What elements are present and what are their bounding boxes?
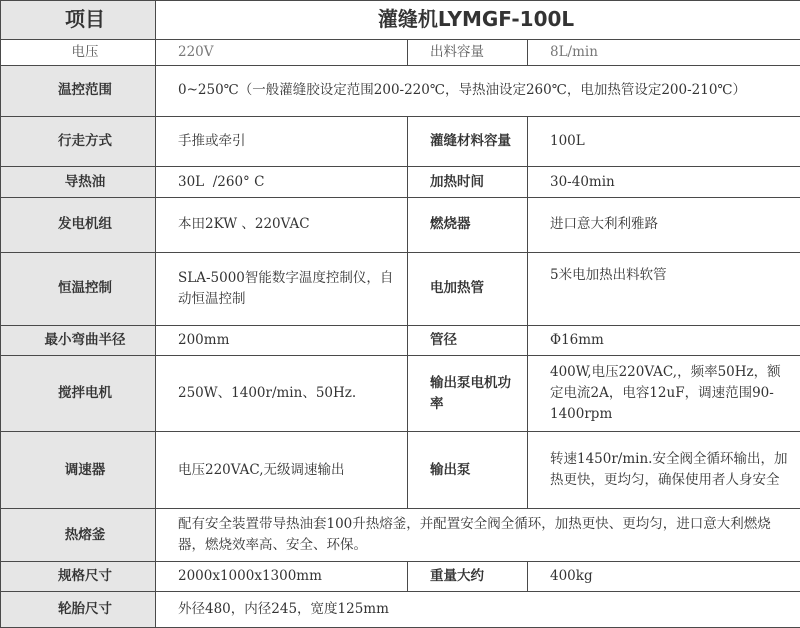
- row-value-secondary: 5米电加热出料软管: [528, 252, 800, 325]
- row-value: 30L /260° C: [156, 167, 408, 197]
- row-label-secondary: 输出泵电机功率: [408, 356, 528, 432]
- row-label: 热熔釜: [1, 509, 156, 562]
- row-label: 轮胎尺寸: [1, 592, 156, 628]
- row-label-secondary: 重量大约: [408, 561, 528, 591]
- table-row: [1, 116, 800, 167]
- row-value-secondary: 30-40min: [528, 167, 800, 197]
- row-value-secondary: 400kg: [528, 561, 800, 591]
- table-header-row: [1, 1, 800, 40]
- table-row: [1, 561, 800, 591]
- row-label-secondary: 出料容量: [408, 39, 528, 65]
- row-value: 220V: [156, 39, 408, 65]
- table-row: [1, 252, 800, 325]
- row-label-secondary: 电加热管: [408, 252, 528, 325]
- row-label: 搅拌电机: [1, 356, 156, 432]
- product-title: 灌缝机LYMGF-100L: [156, 1, 800, 40]
- row-label: 发电机组: [1, 197, 156, 252]
- row-label-secondary: 燃烧器: [408, 197, 528, 252]
- row-value-secondary: 转速1450r/min.安全阀全循环输出，加热更快，更均匀，确保使用者人身安全: [528, 432, 800, 509]
- row-value-secondary: 8L/min: [528, 39, 800, 65]
- header-item-label: 项目: [1, 1, 156, 40]
- row-label: 温控范围: [1, 65, 156, 116]
- row-label: 最小弯曲半径: [1, 325, 156, 355]
- table-row: [1, 356, 800, 432]
- row-value: 200mm: [156, 325, 408, 355]
- row-value: 本田2KW 、220VAC: [156, 197, 408, 252]
- row-value: SLA-5000智能数字温度控制仪，自动恒温控制: [156, 252, 408, 325]
- row-label: 电压: [1, 39, 156, 65]
- row-value-secondary: Φ16mm: [528, 325, 800, 355]
- row-value-secondary: 进口意大利利雅路: [528, 197, 800, 252]
- row-value: 电压220VAC,无级调速输出: [156, 432, 408, 509]
- row-label-secondary: 输出泵: [408, 432, 528, 509]
- row-label: 调速器: [1, 432, 156, 509]
- row-value-secondary: 100L: [528, 116, 800, 167]
- table-row: [1, 197, 800, 252]
- row-label-secondary: 加热时间: [408, 167, 528, 197]
- row-value: 2000x1000x1300mm: [156, 561, 408, 591]
- row-value-secondary: 400W,电压220VAC,，频率50Hz，额定电流2A，电容12uF，调速范围90-1400rpm: [528, 356, 800, 432]
- row-value: 0~250℃（一般灌缝胶设定范围200-220℃，导热油设定260℃，电加热管设定200-210℃）: [156, 65, 800, 116]
- row-label: 行走方式: [1, 116, 156, 167]
- row-label: 规格尺寸: [1, 561, 156, 591]
- row-value: 外径480，内径245，宽度125mm: [156, 592, 800, 628]
- table-row: [1, 39, 800, 65]
- table-row: [1, 592, 800, 628]
- table-row: [1, 65, 800, 116]
- table-row: [1, 167, 800, 197]
- row-value: 手推或牵引: [156, 116, 408, 167]
- table-row: [1, 325, 800, 355]
- row-value: 配有安全装置带导热油套100升热熔釜，并配置安全阀全循环，加热更快、更均匀，进口意大利燃烧器，燃烧效率高、安全、环保。: [156, 509, 800, 562]
- row-label: 恒温控制: [1, 252, 156, 325]
- row-label-secondary: 灌缝材料容量: [408, 116, 528, 167]
- table-row: [1, 509, 800, 562]
- row-value: 250W、1400r/min、50Hz.: [156, 356, 408, 432]
- row-label: 导热油: [1, 167, 156, 197]
- row-label-secondary: 管径: [408, 325, 528, 355]
- table-row: [1, 432, 800, 509]
